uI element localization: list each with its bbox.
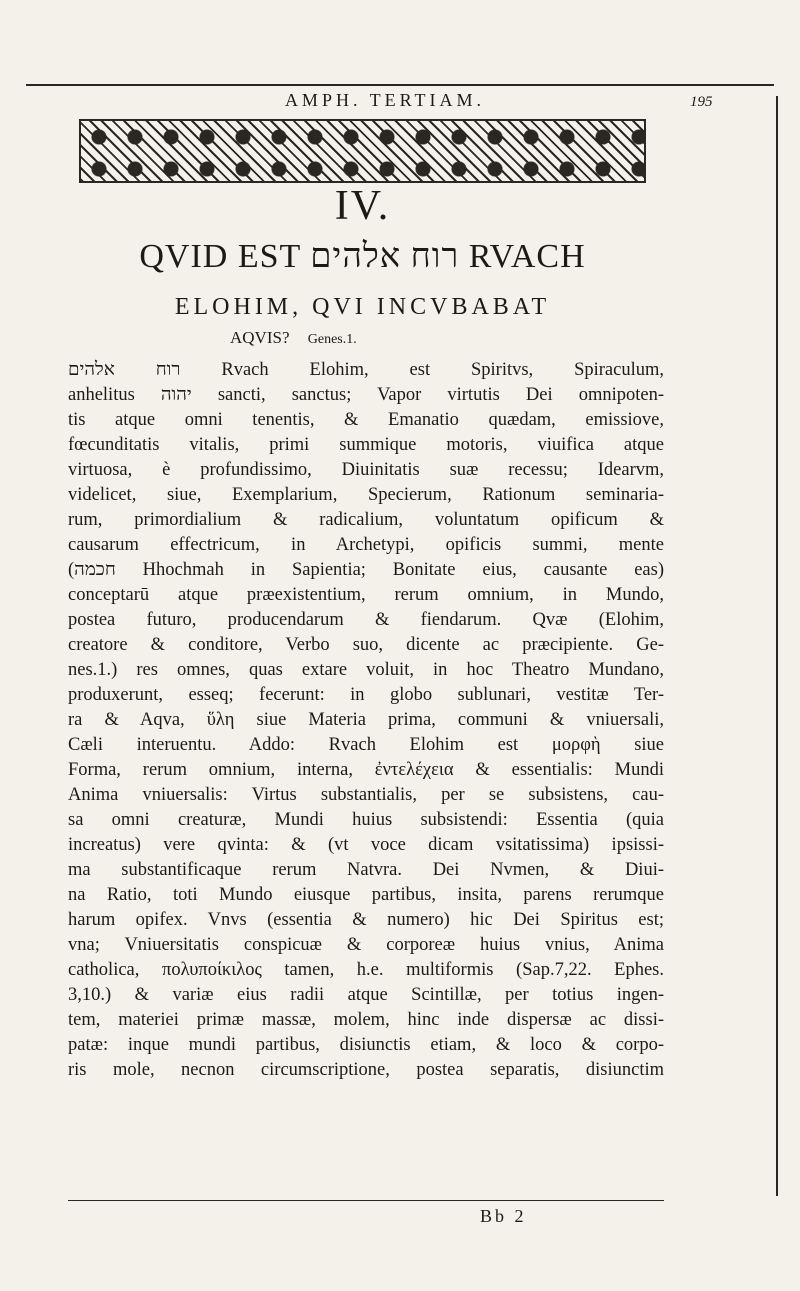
chapter-title: QVID EST רוח אלהים RVACH bbox=[139, 238, 586, 275]
chapter-subtitle: ELOHIM, QVI INCVBABAT bbox=[174, 294, 551, 320]
text-line: patæ: inque mundi partibus, disiunctis etiam, & loco & corpo- bbox=[68, 1035, 664, 1055]
running-title: AMPH. TERTIAM. bbox=[284, 90, 486, 110]
text-line: Forma, rerum omnium, interna, ἐντελέχεια & essentialis: Mundi bbox=[68, 760, 664, 780]
text-line: fœcunditatis vitalis, primi summique motoris, viuifica atque bbox=[68, 435, 664, 455]
text-line: produxerunt, esseq; fecerunt: in globo sublunari, vestitæ Ter- bbox=[68, 685, 664, 705]
text-line: ris mole, necnon circumscriptione, postea separatis, disiunctim bbox=[68, 1060, 664, 1080]
text-line: harum opifex. Vnvs (essentia & numero) hic Dei Spiritus est; bbox=[68, 910, 664, 930]
text-line: רוח אלהים Rvach Elohim, est Spiritvs, Spiraculum, bbox=[68, 360, 664, 380]
chapter-number: IV. bbox=[334, 183, 391, 229]
scripture-reference: Genes.1. bbox=[307, 332, 357, 347]
text-line: conceptarū atque præexistentium, rerum omnium, in Mundo, bbox=[68, 585, 664, 605]
text-line: vna; Vniuersitatis conspicuæ & corporeæ huius vnius, Anima bbox=[68, 935, 664, 955]
body-text bbox=[68, 358, 664, 1083]
text-line: sa omni creaturæ, Mundi huius subsistendi: Essentia (quia bbox=[68, 810, 664, 830]
text-line: (חכמה Hhochmah in Sapientia; Bonitate eius, causante eas) bbox=[68, 560, 664, 580]
signature-mark: Bb 2 bbox=[480, 1206, 527, 1226]
text-line: ma substantificaque rerum Natvra. Dei Nvmen, & Diui- bbox=[68, 860, 664, 880]
text-line: causarum effectricum, in Archetypi, opificis summi, mente bbox=[68, 535, 664, 555]
text-line: postea futuro, producendarum & fiendarum. Qvæ (Elohim, bbox=[68, 610, 664, 630]
text-line: ra & Aqva, ὕλη siue Materia prima, communi & vniuersali, bbox=[68, 710, 664, 730]
text-line: catholica, πολυποίκιλος tamen, h.e. multiformis (Sap.7,22. Ephes. bbox=[68, 960, 664, 980]
text-line: anhelitus יהוה sancti, sanctus; Vapor virtutis Dei omnipoten- bbox=[68, 385, 664, 405]
footer-rule bbox=[68, 1200, 664, 1201]
text-line: videlicet, siue, Exemplarium, Specierum, Rationum seminaria- bbox=[68, 485, 664, 505]
chapter-subline bbox=[230, 328, 630, 348]
text-line: rum, primordialium & radicalium, voluntatum opificum & bbox=[68, 510, 664, 530]
text-line: tem, materiei primæ massæ, molem, hinc inde dispersæ ac dissi- bbox=[68, 1010, 664, 1030]
page-number: 195 bbox=[690, 94, 713, 110]
text-line: tis atque omni tenentis, & Emanatio quædam, emissiove, bbox=[68, 410, 664, 430]
text-line: na Ratio, toti Mundo eiusque partibus, insita, parens rerumque bbox=[68, 885, 664, 905]
text-line: creatore & conditore, Verbo suo, dicente ac præcipiente. Ge- bbox=[68, 635, 664, 655]
decorative-headpiece bbox=[79, 119, 646, 183]
subline-text: AQVIS? bbox=[230, 328, 290, 347]
text-line: virtuosa, è profundissimo, Diuinitatis suæ recessu; Idearvm, bbox=[68, 460, 664, 480]
text-line: nes.1.) res omnes, quas extare voluit, in hoc Theatro Mundano, bbox=[68, 660, 664, 680]
text-line: 3,10.) & variæ eius radii atque Scintillæ, per totius ingen- bbox=[68, 985, 664, 1005]
text-line: increatus) vere qvinta: & (vt voce dicam vsitatissima) ipsissi- bbox=[68, 835, 664, 855]
text-line: Anima vniuersalis: Virtus substantialis, per se subsistens, cau- bbox=[68, 785, 664, 805]
text-line: Cæli interuentu. Addo: Rvach Elohim est μορφὴ siue bbox=[68, 735, 664, 755]
